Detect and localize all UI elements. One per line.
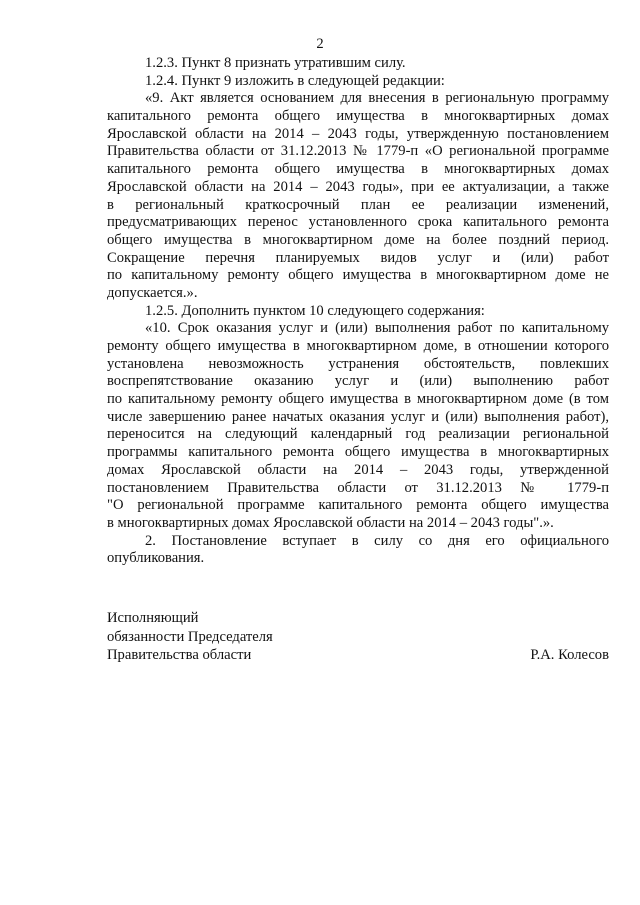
text-line: воспрепятствование оказанию услуг и (или) выполнению работ	[107, 373, 609, 390]
paragraph-clause-9	[107, 90, 609, 302]
text-line: программы капитального ремонта общего имущества в многоквартирных	[107, 444, 609, 461]
signatory-position-line-3: Правительства области	[107, 647, 252, 664]
text-line: допускается.».	[107, 284, 198, 301]
text-line: 1.2.5. Дополнить пунктом 10 следующего содержания:	[145, 302, 485, 319]
document-body	[107, 55, 609, 568]
text-line: в региональный краткосрочный план ее реализации изменений,	[107, 196, 609, 213]
text-line: «10. Срок оказания услуг и (или) выполнения работ по капитальному	[145, 320, 609, 337]
paragraph-1-2-5	[107, 303, 609, 321]
paragraph-1-2-4	[107, 73, 609, 91]
page-number: 2	[316, 36, 324, 52]
text-line: ремонту общего имущества в многоквартирном доме, в отношении которого	[107, 338, 609, 354]
signatory-name: Р.А. Колесов	[530, 647, 609, 664]
text-line: Сокращение перечня планируемых видов услуг и (или) работ	[107, 249, 609, 266]
signature-block	[107, 609, 609, 665]
text-line: предусматривающих перенос установленного срока капитального ремонта	[107, 214, 609, 231]
text-line: числе завершению ранее начатых оказания услуг и (или) выполнения работ),	[107, 408, 609, 425]
text-line: 1.2.3. Пункт 8 признать утратившим силу.	[145, 55, 406, 71]
signatory-position-line-1: Исполняющий	[107, 610, 199, 626]
text-line: капитального ремонта общего имущества в многоквартирных домах	[107, 161, 609, 178]
paragraph-1-2-3	[107, 55, 609, 73]
text-line: домах Ярославской области на 2014 – 2043 годы, утвержденной	[107, 461, 609, 478]
signatory-row	[107, 646, 609, 665]
text-line: в многоквартирных домах Ярославской области на 2014 – 2043 годы".».	[107, 514, 554, 531]
text-line: по капитальному ремонту общего имущества в многоквартирном доме не	[107, 267, 609, 284]
text-line: капитального ремонта общего имущества в многоквартирных домах	[107, 108, 609, 125]
signatory-position-line-2: обязанности Председателя	[107, 628, 273, 645]
text-line: по капитальному ремонту общего имущества в многоквартирном доме (в том	[107, 391, 609, 408]
text-line: переносится на следующий календарный год реализации региональной	[107, 426, 609, 443]
text-line: "О региональной программе капитального ремонта общего имущества	[107, 497, 609, 514]
text-line: установлена невозможность устранения обстоятельств, повлекших	[107, 355, 609, 372]
text-line: постановлением Правительства области от 31.12.2013 № 1779-п	[107, 479, 609, 496]
text-line: общего имущества в многоквартирном доме на более поздний период.	[107, 231, 609, 248]
paragraph-2-effective-date	[107, 533, 609, 568]
text-line: «9. Акт является основанием для внесения в региональную программу	[145, 90, 609, 107]
text-line: 1.2.4. Пункт 9 изложить в следующей редакции:	[145, 72, 445, 89]
text-line: Ярославской области на 2014 – 2043 годы», при ее актуализации, а также	[107, 178, 609, 195]
text-line: опубликования.	[107, 550, 205, 567]
text-line: Ярославской области на 2014 – 2043 годы, утвержденную постановлением	[107, 125, 609, 142]
paragraph-clause-10	[107, 320, 609, 532]
text-line: 2. Постановление вступает в силу со дня его официального	[145, 532, 609, 549]
text-line: Правительства области от 31.12.2013 № 1779-п «О региональной программе	[107, 143, 609, 160]
